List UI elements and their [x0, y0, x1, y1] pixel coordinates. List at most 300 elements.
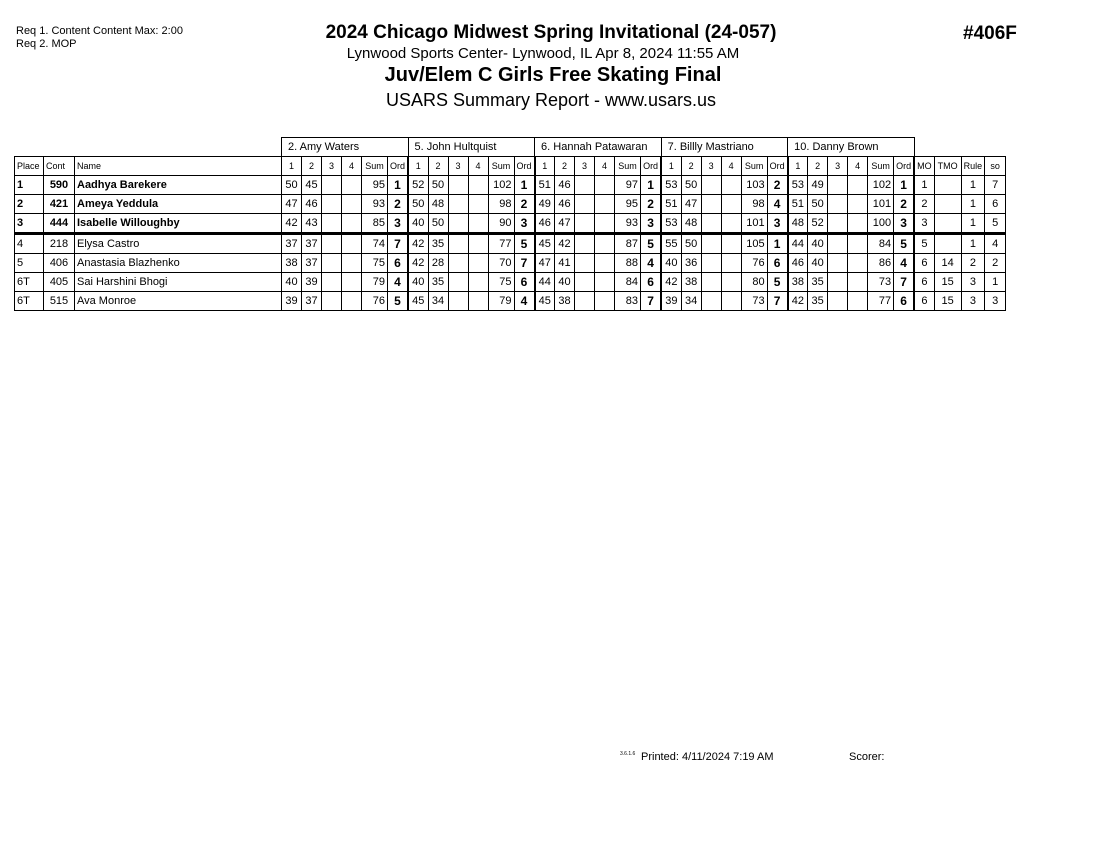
score-sum: 100: [868, 214, 894, 234]
col-header-place: Place: [15, 157, 44, 176]
col-header-judge-sum: Sum: [868, 157, 894, 176]
score-1: 37: [282, 234, 302, 254]
score-1: 45: [535, 292, 555, 311]
majority-ordinal: 6: [914, 273, 934, 292]
score-1: 52: [408, 176, 428, 195]
score-2: 36: [681, 254, 701, 273]
score-2: 34: [428, 292, 448, 311]
score-2: 43: [302, 214, 322, 234]
score-4: [468, 292, 488, 311]
ordinal: 6: [641, 273, 662, 292]
sum-of-ordinals: 6: [985, 195, 1006, 214]
score-4: [848, 234, 868, 254]
score-2: 46: [555, 176, 575, 195]
score-3: [322, 234, 342, 254]
col-header-judge-sum: Sum: [741, 157, 767, 176]
score-1: 44: [535, 273, 555, 292]
col-header-judge-ord: Ord: [388, 157, 409, 176]
ordinal: 1: [514, 176, 535, 195]
score-3: [701, 176, 721, 195]
score-4: [595, 273, 615, 292]
score-2: 40: [808, 254, 828, 273]
score-4: [468, 254, 488, 273]
score-3: [322, 292, 342, 311]
table-row: [15, 195, 1006, 214]
score-sum: 84: [615, 273, 641, 292]
score-2: 50: [681, 234, 701, 254]
score-3: [448, 214, 468, 234]
ordinal: 6: [388, 254, 409, 273]
score-3: [828, 195, 848, 214]
majority-ordinal: 5: [914, 234, 934, 254]
ordinal: 4: [641, 254, 662, 273]
score-sum: 84: [868, 234, 894, 254]
score-4: [595, 292, 615, 311]
score-4: [468, 195, 488, 214]
ordinal: 6: [894, 292, 915, 311]
score-1: 49: [535, 195, 555, 214]
place-cell: 4: [15, 234, 44, 254]
score-2: 50: [681, 176, 701, 195]
score-2: 35: [428, 234, 448, 254]
score-4: [595, 195, 615, 214]
score-2: 38: [681, 273, 701, 292]
rule: 2: [961, 254, 985, 273]
score-1: 40: [282, 273, 302, 292]
col-header-mo: MO: [914, 157, 934, 176]
judge-name: 7. Billly Mastriano: [661, 138, 788, 157]
place-cell: 1: [15, 176, 44, 195]
score-3: [448, 292, 468, 311]
total-majority-ordinal: [934, 234, 961, 254]
score-4: [342, 195, 362, 214]
col-header-judge-4: 4: [468, 157, 488, 176]
score-3: [448, 273, 468, 292]
col-header-judge-1: 1: [408, 157, 428, 176]
ordinal: 3: [514, 214, 535, 234]
ordinal: 2: [514, 195, 535, 214]
col-header-judge-3: 3: [701, 157, 721, 176]
skater-name: Aadhya Barekere: [75, 176, 282, 195]
score-3: [575, 214, 595, 234]
score-3: [322, 214, 342, 234]
sum-of-ordinals: 2: [985, 254, 1006, 273]
place-cell: 6T: [15, 292, 44, 311]
score-1: 42: [408, 254, 428, 273]
score-1: 55: [661, 234, 681, 254]
place-cell: 2: [15, 195, 44, 214]
score-4: [468, 234, 488, 254]
score-1: 51: [535, 176, 555, 195]
score-sum: 98: [741, 195, 767, 214]
rule: 1: [961, 214, 985, 234]
score-sum: 79: [488, 292, 514, 311]
col-header-judge-2: 2: [808, 157, 828, 176]
score-3: [701, 292, 721, 311]
score-3: [575, 176, 595, 195]
judge-name: 6. Hannah Patawaran: [535, 138, 662, 157]
col-header-judge-1: 1: [788, 157, 808, 176]
score-2: 28: [428, 254, 448, 273]
majority-ordinal: 6: [914, 292, 934, 311]
ordinal: 7: [894, 273, 915, 292]
score-1: 45: [408, 292, 428, 311]
score-1: 38: [788, 273, 808, 292]
rule: 1: [961, 176, 985, 195]
col-header-judge-3: 3: [322, 157, 342, 176]
ordinal: 3: [894, 214, 915, 234]
rule: 3: [961, 292, 985, 311]
score-1: 42: [661, 273, 681, 292]
score-sum: 75: [488, 273, 514, 292]
score-sum: 97: [615, 176, 641, 195]
score-sum: 101: [741, 214, 767, 234]
contestant-number: 218: [44, 234, 75, 254]
col-header-judge-4: 4: [342, 157, 362, 176]
score-1: 51: [788, 195, 808, 214]
score-2: 37: [302, 254, 322, 273]
score-4: [468, 273, 488, 292]
col-header-judge-3: 3: [448, 157, 468, 176]
ordinal: 5: [894, 234, 915, 254]
score-1: 42: [408, 234, 428, 254]
score-2: 42: [555, 234, 575, 254]
col-header-judge-1: 1: [535, 157, 555, 176]
table-row: [15, 234, 1006, 254]
score-2: 37: [302, 234, 322, 254]
ordinal: 5: [767, 273, 788, 292]
judge-name: 2. Amy Waters: [282, 138, 409, 157]
score-1: 47: [535, 254, 555, 273]
version-code: 3.6.1.6: [620, 751, 636, 757]
col-header-tmo: TMO: [934, 157, 961, 176]
score-2: 50: [428, 176, 448, 195]
contestant-number: 515: [44, 292, 75, 311]
skater-name: Isabelle Willoughby: [75, 214, 282, 234]
header-spacer: [15, 138, 282, 157]
score-1: 46: [788, 254, 808, 273]
table-row: [15, 254, 1006, 273]
score-3: [828, 234, 848, 254]
rule: 1: [961, 234, 985, 254]
sum-of-ordinals: 5: [985, 214, 1006, 234]
score-4: [342, 292, 362, 311]
col-header-judge-ord: Ord: [641, 157, 662, 176]
score-4: [721, 195, 741, 214]
contestant-number: 444: [44, 214, 75, 234]
col-header-judge-2: 2: [555, 157, 575, 176]
score-3: [575, 234, 595, 254]
majority-ordinal: 6: [914, 254, 934, 273]
col-header-judge-3: 3: [575, 157, 595, 176]
ordinal: 7: [388, 234, 409, 254]
score-3: [322, 195, 342, 214]
place-cell: 5: [15, 254, 44, 273]
score-4: [342, 254, 362, 273]
score-sum: 88: [615, 254, 641, 273]
score-3: [828, 214, 848, 234]
score-3: [701, 195, 721, 214]
score-sum: 73: [741, 292, 767, 311]
score-1: 40: [661, 254, 681, 273]
score-3: [828, 254, 848, 273]
ordinal: 3: [641, 214, 662, 234]
score-3: [701, 254, 721, 273]
score-4: [721, 234, 741, 254]
col-header-judge-2: 2: [681, 157, 701, 176]
judge-name: 5. John Hultquist: [408, 138, 535, 157]
score-3: [828, 176, 848, 195]
total-majority-ordinal: [934, 195, 961, 214]
score-2: 46: [555, 195, 575, 214]
score-sum: 70: [488, 254, 514, 273]
col-header-judge-4: 4: [595, 157, 615, 176]
ordinal: 2: [767, 176, 788, 195]
column-header-row: [15, 157, 1006, 176]
ordinal: 4: [894, 254, 915, 273]
score-3: [575, 195, 595, 214]
table-row: [15, 176, 1006, 195]
contestant-number: 421: [44, 195, 75, 214]
score-4: [848, 176, 868, 195]
col-header-judge-1: 1: [661, 157, 681, 176]
score-4: [342, 234, 362, 254]
scorer-label: Scorer:: [849, 751, 885, 763]
score-1: 39: [661, 292, 681, 311]
score-3: [575, 273, 595, 292]
col-header-name: Name: [75, 157, 282, 176]
skater-name: Anastasia Blazhenko: [75, 254, 282, 273]
ordinal: 5: [388, 292, 409, 311]
majority-ordinal: 1: [914, 176, 934, 195]
score-2: 47: [555, 214, 575, 234]
sum-of-ordinals: 7: [985, 176, 1006, 195]
score-3: [448, 176, 468, 195]
printed-timestamp: Printed: 4/11/2024 7:19 AM: [641, 751, 774, 763]
score-sum: 101: [868, 195, 894, 214]
score-4: [721, 214, 741, 234]
total-majority-ordinal: 14: [934, 254, 961, 273]
judge-name: 10. Danny Brown: [788, 138, 915, 157]
col-header-judge-ord: Ord: [894, 157, 915, 176]
score-3: [322, 273, 342, 292]
ordinal: 1: [388, 176, 409, 195]
score-3: [322, 176, 342, 195]
ordinal: 2: [388, 195, 409, 214]
score-2: 48: [681, 214, 701, 234]
col-header-judge-sum: Sum: [362, 157, 388, 176]
score-2: 35: [428, 273, 448, 292]
score-3: [448, 195, 468, 214]
sum-of-ordinals: 1: [985, 273, 1006, 292]
score-sum: 102: [488, 176, 514, 195]
score-2: 37: [302, 292, 322, 311]
competition-title: 2024 Chicago Midwest Spring Invitational (24-057): [325, 22, 777, 43]
score-sum: 103: [741, 176, 767, 195]
score-3: [828, 273, 848, 292]
skater-name: Sai Harshini Bhogi: [75, 273, 282, 292]
table-row: [15, 273, 1006, 292]
contestant-number: 405: [44, 273, 75, 292]
requirement-1: Req 1. Content Content Max: 2:00: [16, 25, 183, 37]
ordinal: 7: [767, 292, 788, 311]
col-header-judge-sum: Sum: [615, 157, 641, 176]
score-1: 47: [282, 195, 302, 214]
score-3: [701, 214, 721, 234]
ordinal: 3: [767, 214, 788, 234]
score-1: 40: [408, 273, 428, 292]
score-sum: 77: [868, 292, 894, 311]
score-1: 53: [661, 176, 681, 195]
col-header-judge-ord: Ord: [767, 157, 788, 176]
score-3: [322, 254, 342, 273]
score-1: 50: [408, 195, 428, 214]
ordinal: 4: [767, 195, 788, 214]
total-majority-ordinal: [934, 214, 961, 234]
score-1: 48: [788, 214, 808, 234]
score-2: 50: [428, 214, 448, 234]
place-cell: 6T: [15, 273, 44, 292]
judge-header-row: [15, 138, 1006, 157]
score-2: 41: [555, 254, 575, 273]
skater-name: Elysa Castro: [75, 234, 282, 254]
score-sum: 95: [362, 176, 388, 195]
score-1: 40: [408, 214, 428, 234]
score-sum: 80: [741, 273, 767, 292]
score-2: 35: [808, 273, 828, 292]
table-row: [15, 214, 1006, 234]
score-4: [848, 254, 868, 273]
score-1: 50: [282, 176, 302, 195]
score-4: [848, 273, 868, 292]
score-4: [721, 176, 741, 195]
score-4: [848, 195, 868, 214]
score-3: [575, 292, 595, 311]
score-2: 50: [808, 195, 828, 214]
contestant-number: 406: [44, 254, 75, 273]
col-header-rule: Rule: [961, 157, 985, 176]
majority-ordinal: 2: [914, 195, 934, 214]
col-header-cont: Cont: [44, 157, 75, 176]
score-3: [575, 254, 595, 273]
col-header-judge-4: 4: [721, 157, 741, 176]
score-4: [468, 176, 488, 195]
score-1: 53: [661, 214, 681, 234]
score-1: 53: [788, 176, 808, 195]
ordinal: 4: [514, 292, 535, 311]
score-2: 38: [555, 292, 575, 311]
requirement-2: Req 2. MOP: [16, 38, 77, 50]
col-header-judge-1: 1: [282, 157, 302, 176]
ordinal: 7: [514, 254, 535, 273]
report-title: USARS Summary Report - www.usars.us: [385, 90, 717, 110]
score-1: 45: [535, 234, 555, 254]
ordinal: 5: [641, 234, 662, 254]
score-2: 48: [428, 195, 448, 214]
ordinal: 1: [641, 176, 662, 195]
score-3: [448, 254, 468, 273]
results-table: [14, 137, 1006, 311]
ordinal: 2: [894, 195, 915, 214]
score-2: 49: [808, 176, 828, 195]
ordinal: 7: [641, 292, 662, 311]
rule: 1: [961, 195, 985, 214]
score-4: [342, 176, 362, 195]
score-4: [595, 214, 615, 234]
score-sum: 77: [488, 234, 514, 254]
score-1: 51: [661, 195, 681, 214]
score-sum: 73: [868, 273, 894, 292]
score-2: 40: [555, 273, 575, 292]
col-header-judge-4: 4: [848, 157, 868, 176]
total-majority-ordinal: 15: [934, 292, 961, 311]
score-sum: 93: [615, 214, 641, 234]
score-sum: 83: [615, 292, 641, 311]
ordinal: 6: [514, 273, 535, 292]
ordinal: 4: [388, 273, 409, 292]
skater-name: Ava Monroe: [75, 292, 282, 311]
score-4: [595, 234, 615, 254]
event-title: Juv/Elem C Girls Free Skating Final: [384, 64, 722, 86]
score-3: [448, 234, 468, 254]
score-3: [701, 234, 721, 254]
score-sum: 105: [741, 234, 767, 254]
score-3: [828, 292, 848, 311]
total-majority-ordinal: 15: [934, 273, 961, 292]
score-1: 46: [535, 214, 555, 234]
score-2: 52: [808, 214, 828, 234]
ordinal: 5: [514, 234, 535, 254]
score-4: [595, 254, 615, 273]
contestant-number: 590: [44, 176, 75, 195]
col-header-judge-sum: Sum: [488, 157, 514, 176]
score-2: 40: [808, 234, 828, 254]
score-4: [848, 214, 868, 234]
score-sum: 76: [362, 292, 388, 311]
table-row: [15, 292, 1006, 311]
score-sum: 85: [362, 214, 388, 234]
ordinal: 1: [894, 176, 915, 195]
score-2: 45: [302, 176, 322, 195]
sum-of-ordinals: 4: [985, 234, 1006, 254]
score-1: 39: [282, 292, 302, 311]
score-sum: 95: [615, 195, 641, 214]
score-sum: 74: [362, 234, 388, 254]
score-4: [848, 292, 868, 311]
score-1: 42: [788, 292, 808, 311]
score-4: [342, 214, 362, 234]
venue-date: Lynwood Sports Center- Lynwood, IL Apr 8, 2024 11:55 AM: [346, 45, 740, 62]
score-sum: 98: [488, 195, 514, 214]
score-sum: 79: [362, 273, 388, 292]
place-cell: 3: [15, 214, 44, 234]
score-2: 39: [302, 273, 322, 292]
ordinal: 1: [767, 234, 788, 254]
col-header-judge-3: 3: [828, 157, 848, 176]
score-4: [721, 292, 741, 311]
score-sum: 102: [868, 176, 894, 195]
col-header-judge-2: 2: [428, 157, 448, 176]
rule: 3: [961, 273, 985, 292]
skater-name: Ameya Yeddula: [75, 195, 282, 214]
score-sum: 87: [615, 234, 641, 254]
header-spacer: [914, 138, 1006, 157]
score-4: [342, 273, 362, 292]
score-4: [721, 254, 741, 273]
score-4: [595, 176, 615, 195]
score-2: 35: [808, 292, 828, 311]
score-sum: 76: [741, 254, 767, 273]
